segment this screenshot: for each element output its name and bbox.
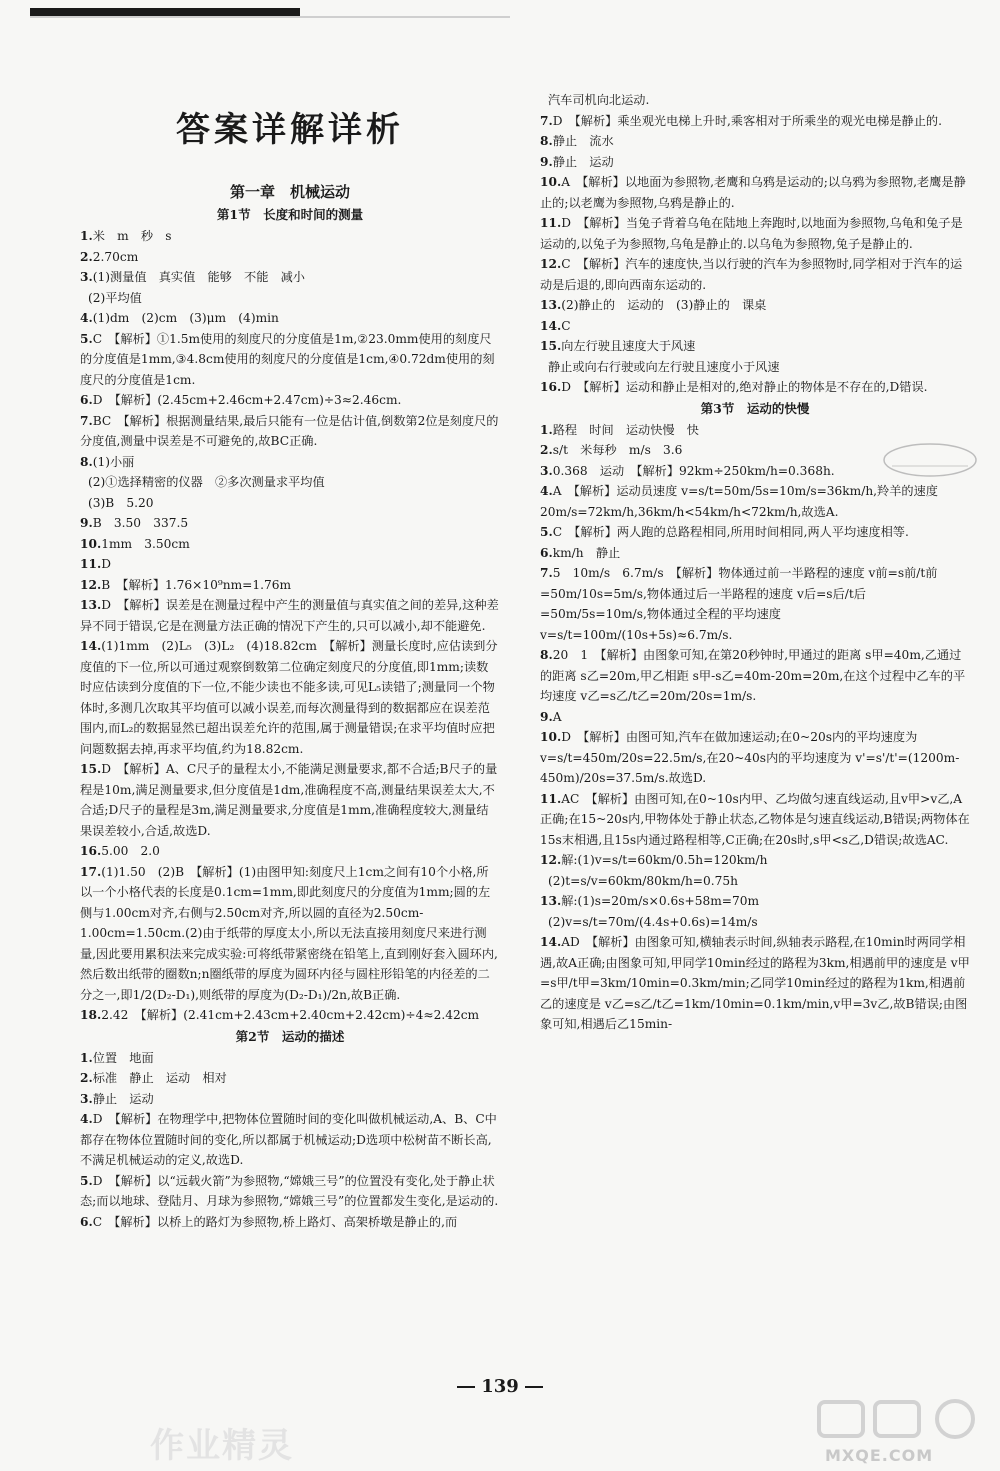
- answer-item: [540, 707, 970, 728]
- answer-number: 3.: [540, 463, 553, 478]
- answer-item: [80, 226, 500, 247]
- answer-item: [540, 357, 970, 378]
- answer-text: (1)小丽: [92, 454, 135, 469]
- chapter-heading: 第一章 机械运动: [229, 183, 350, 201]
- answer-number: 8.: [540, 134, 553, 148]
- answer-item: [80, 1089, 500, 1110]
- answer-text: C 【解析】两人跑的总路程相同,所用时间相同,两人平均速度相等.: [552, 525, 909, 539]
- answer-number: 12.: [540, 257, 562, 271]
- answer-number: 4.: [80, 311, 93, 325]
- answer-item: [80, 575, 500, 596]
- answer-list-section-2-cont: [540, 90, 970, 398]
- answer-text: (1)1mm (2)L₅ (3)L₂ (4)18.82cm 【解析】测量长度时,应估读到分度值的下一位,所以可通过观察倒数第二位确定刻度尺的分度值,即1mm;读数时应估读到分度值的下一位,不能少读也不能多读,可见L₅读错了;测量同一个物体时,多测几次取其平均值可以减小误差,而每次测量得到的数据都应在误差范围内,而L₂的数据显然已超出误差允许的范围,属于测量错误;在求平均值时应把问题数据去掉,再求平均值,约为18.82cm.: [80, 639, 498, 756]
- answer-text: 20 1 【解析】由图象可知,在第20秒钟时,甲通过的距离 s甲=40m,乙通过的距离 s乙=20m,甲乙相距 s甲-s乙=40m-20m=20m,在这个过程中乙车的平均速度 v乙=s乙/t乙=20m/20s=1m/s.: [540, 648, 966, 703]
- answer-list-section-2: [80, 1048, 500, 1233]
- answer-number: 12.: [80, 577, 102, 592]
- answer-text: 5 10m/s 6.7m/s 【解析】物体通过前一半路程的速度 v前=s前/t前=50m/10s=5m/s,物体通过后一半路程的速度 v后=s后/t后=50m/5s=10m/s,物体通过全程的平均速度 v=s/t=100m/(10s+5s)≈6.7m/s.: [540, 566, 938, 642]
- answer-number: 6.: [540, 545, 553, 560]
- answer-number: 18.: [80, 1008, 102, 1022]
- answer-item: [540, 336, 970, 357]
- answer-text: 2.70cm: [92, 249, 139, 264]
- answer-list-section-3: [540, 420, 970, 1035]
- answer-text: A 【解析】以地面为参照物,老鹰和乌鸦是运动的;以乌鸦为参照物,老鹰是静止的;以老鹰为参照物,乌鸦是静止的.: [540, 175, 966, 210]
- answer-number: 2.: [80, 1071, 93, 1085]
- answer-text: D 【解析】以“远载火箭”为参照物,“嫦娥三号”的位置没有变化,处于静止状态;而以地球、登陆月、月球为参照物,“嫦娥三号”的位置都发生变化,是运动的.: [80, 1173, 499, 1208]
- answer-item: [540, 172, 970, 213]
- answer-number: 5.: [80, 1173, 93, 1188]
- answer-item: [80, 493, 500, 514]
- page-title: 答案详解详析: [176, 110, 404, 150]
- answer-text: 汽车司机向北运动.: [548, 93, 650, 107]
- answer-item: [540, 912, 970, 933]
- answer-number: 16.: [80, 844, 102, 858]
- answer-item: [540, 522, 970, 543]
- answer-number: 10.: [540, 175, 562, 189]
- answer-text: C: [561, 318, 571, 333]
- answer-text: s/t 米每秒 m/s 3.6: [552, 443, 683, 457]
- answer-number: 14.: [80, 639, 102, 653]
- answer-item: [540, 420, 970, 441]
- answer-number: 7.: [540, 113, 553, 128]
- answer-item: [540, 131, 970, 152]
- answer-item: [540, 152, 970, 173]
- answer-number: 2.: [80, 249, 93, 264]
- answer-number: 1.: [80, 1050, 93, 1065]
- answer-text: (3)B 5.20: [88, 495, 154, 510]
- answer-text: 静止 运动: [92, 1091, 154, 1106]
- answer-item: [540, 213, 970, 254]
- answer-number: 3.: [80, 1091, 93, 1106]
- answer-text: B 【解析】1.76×10⁹nm=1.76m: [101, 577, 292, 592]
- answer-item: [540, 563, 970, 645]
- watermark-text: MXQE.COM: [825, 1446, 934, 1465]
- answer-number: 9.: [540, 709, 553, 724]
- answer-number: 10.: [80, 536, 102, 551]
- answer-item: [80, 329, 500, 391]
- answer-item: [80, 390, 500, 411]
- answer-number: 13.: [80, 598, 102, 612]
- answer-item: [540, 481, 970, 522]
- answer-item: [540, 111, 970, 132]
- answer-text: (2)平均值: [88, 290, 142, 305]
- answer-item: [540, 295, 970, 316]
- answer-text: D: [101, 557, 111, 571]
- answer-item: [540, 850, 970, 871]
- answer-text: 解:(1)v=s/t=60km/0.5h=120km/h: [561, 853, 768, 867]
- answer-text: 静止 运动: [552, 154, 614, 169]
- answer-number: 17.: [80, 864, 102, 879]
- answer-text: D 【解析】乘坐观光电梯上升时,乘客相对于所乘坐的观光电梯是静止的.: [552, 113, 942, 128]
- answer-item: [80, 1212, 500, 1233]
- stamp-mark: [880, 440, 980, 480]
- answer-item: [80, 534, 500, 555]
- answer-item: [540, 891, 970, 912]
- answer-item: [80, 267, 500, 288]
- answer-number: 13.: [540, 298, 562, 312]
- answer-text: B 3.50 337.5: [92, 516, 189, 530]
- answer-text: (2)v=s/t=70m/(4.4s+0.6s)=14m/s: [548, 914, 758, 929]
- top-rule: [30, 8, 300, 16]
- answer-text: km/h 静止: [552, 545, 621, 560]
- answer-number: 8.: [80, 454, 93, 469]
- answer-item: [80, 1005, 500, 1026]
- section-heading-1: 第1节 长度和时间的测量: [216, 207, 364, 222]
- answer-text: 静止 流水: [552, 134, 614, 148]
- answer-text: 向左行驶且速度大于风速: [561, 339, 696, 353]
- answer-item: [540, 871, 970, 892]
- answer-number: 14.: [540, 318, 562, 333]
- answer-number: 9.: [80, 516, 93, 530]
- answer-text: D 【解析】在物理学中,把物体位置随时间的变化叫做机械运动,A、B、C中都存在物体位置随时间的变化,所以都属于机械运动;D选项中松树苗不断长高,不满足机械运动的定义,故选D.: [80, 1112, 497, 1167]
- answer-number: 16.: [540, 380, 562, 394]
- answer-number: 8.: [540, 648, 553, 662]
- answer-item: [80, 841, 500, 862]
- answer-number: 15.: [80, 762, 102, 776]
- answer-text: 解:(1)s=20m/s×0.6s+58m=70m: [561, 894, 760, 908]
- left-column: [80, 176, 500, 1232]
- answer-number: 10.: [540, 730, 562, 744]
- answer-item: [80, 595, 500, 636]
- answer-number: 12.: [540, 853, 562, 867]
- answer-text: C 【解析】以桥上的路灯为参照物,桥上路灯、高架桥墩是静止的,而: [92, 1214, 458, 1229]
- answer-number: 6.: [80, 1214, 93, 1229]
- footer-logo-text: 作业精灵: [150, 1426, 294, 1466]
- answer-number: 7.: [540, 566, 553, 580]
- answer-item: [540, 377, 970, 398]
- section-heading-3: 第3节 运动的快慢: [700, 400, 810, 416]
- answer-text: 0.368 运动 【解析】92km÷250km/h=0.368h.: [552, 463, 835, 478]
- answer-number: 13.: [540, 894, 562, 908]
- answer-text: (2)①选择精密的仪器 ②多次测量求平均值: [88, 475, 325, 489]
- answer-number: 9.: [540, 154, 553, 169]
- answer-item: [540, 789, 970, 851]
- answer-item: [80, 759, 500, 841]
- answer-item: [80, 636, 500, 759]
- answer-item: [80, 1068, 500, 1089]
- answer-text: (1)测量值 真实值 能够 不能 减小: [92, 270, 305, 284]
- answer-text: AC 【解析】由图可知,在0~10s内甲、乙均做匀速直线运动,且v甲>v乙,A正确;在15~20s内,甲物体处于静止状态,乙物体是匀速直线运动,B错误;两物体在15s末相遇,且15s内通过路程相等,C正确;在20s时,s甲<s乙,D错误;故选AC.: [540, 791, 970, 847]
- answer-text: 5.00 2.0: [101, 844, 160, 858]
- answer-text: D 【解析】误差是在测量过程中产生的测量值与真实值之间的差异,这种差异不同于错误,它是在测量方法正确的情况下产生的,只可以减小,却不能避免.: [80, 598, 499, 633]
- answer-text: D 【解析】运动和静止是相对的,绝对静止的物体是不存在的,D错误.: [561, 380, 928, 394]
- answer-text: 标准 静止 运动 相对: [92, 1071, 227, 1085]
- answer-number: 4.: [540, 484, 553, 498]
- answer-text: C 【解析】①1.5m使用的刻度尺的分度值是1m,②23.0mm使用的刻度尺的分度值是1mm,③4.8cm使用的刻度尺的分度值是1cm,④0.72dm使用的刻度尺的分度值是1cm.: [80, 331, 495, 387]
- answer-number: 3.: [80, 270, 93, 284]
- answer-text: AD 【解析】由图象可知,横轴表示时间,纵轴表示路程,在10min时两同学相遇,故A正确;由图象可知,甲同学10min经过的路程为3km,相遇前甲的速度是 v甲=s甲/t甲=3km/10min=0.3km/min;乙同学10min经过的路程为1km,相遇前乙的速度是 v乙=s乙/t乙=1km/10min=0.1km/min,v甲=3v乙,故B错误;由图象可知,相遇后乙15min-: [540, 935, 970, 1031]
- right-column: [540, 90, 970, 1035]
- answer-text: (1)dm (2)cm (3)μm (4)min: [92, 311, 279, 325]
- answer-text: 2.42 【解析】(2.41cm+2.43cm+2.40cm+2.42cm)÷4≈2.42cm: [101, 1008, 480, 1022]
- answer-text: 位置 地面: [92, 1050, 154, 1065]
- answer-item: [80, 452, 500, 473]
- answer-text: 静止或向右行驶或向左行驶且速度小于风速: [548, 359, 780, 374]
- answer-number: 15.: [540, 339, 562, 353]
- answer-text: D 【解析】由图可知,汽车在做加速运动;在0~20s内的平均速度为 v=s/t=450m/20s=22.5m/s,在20~40s内的平均速度为 v'=s'/t'=(1200m-450m)/20s=37.5m/s.故选D.: [540, 730, 960, 785]
- section-heading-2: 第2节 运动的描述: [235, 1028, 345, 1044]
- answer-number: 11.: [80, 557, 102, 571]
- answer-item: [80, 288, 500, 309]
- answer-item: [540, 932, 970, 1035]
- answer-number: 11.: [540, 791, 562, 806]
- answer-text: D 【解析】当兔子背着乌龟在陆地上奔跑时,以地面为参照物,乌龟和兔子是运动的,以兔子为参照物,乌龟是静止的.以乌龟为参照物,兔子是静止的.: [540, 216, 963, 251]
- answer-item: [80, 862, 500, 1006]
- answer-item: [80, 472, 500, 493]
- answer-list-section-1: [80, 226, 500, 1026]
- answer-number: 5.: [540, 525, 553, 539]
- answer-text: A: [552, 709, 562, 724]
- answer-item: [540, 254, 970, 295]
- answer-text: (2)t=s/v=60km/80km/h=0.75h: [548, 873, 738, 888]
- answer-item: [540, 90, 970, 111]
- answer-text: (2)静止的 运动的 (3)静止的 课桌: [561, 298, 767, 312]
- answer-item: [80, 308, 500, 329]
- answer-text: A 【解析】运动员速度 v=s/t=50m/5s=10m/s=36km/h,羚羊的速度20m/s=72km/h,36km/h<54km/h<72km/h,故选A.: [540, 484, 938, 519]
- page-number: 139: [440, 1376, 560, 1397]
- answer-item: [80, 554, 500, 575]
- answer-text: C 【解析】汽车的速度快,当以行驶的汽车为参照物时,同学相对于汽车的运动是后退的,即向西南东运动的.: [540, 257, 963, 292]
- answer-text: (1)1.50 (2)B 【解析】(1)由图甲知:刻度尺上1cm之间有10个小格,所以一个小格代表的长度是0.1cm=1mm,即此刻度尺的分度值为1mm;圆的左侧与1.00cm对齐,右侧与2.50cm对齐,所以圆的直径为2.50cm-1.00cm=1.50cm.(2)由于纸带的厚度太小,所以无法直接用刻度尺来进行测量,因此要用累积法来完成实验:可将纸带紧密绕在铅笔上,直到刚好套入圆环内,然后数出纸带的圈数n;n圈纸带的厚度为圆环内径与圆柱形铅笔的内径差的二分之一,即1/2(D₂-D₁),则纸带的厚度为(D₂-D₁)/2n,故B正确.: [80, 864, 498, 1002]
- answer-text: BC 【解析】根据测量结果,最后只能有一位是估计值,倒数第2位是刻度尺的分度值,测量中误差是不可避免的,故BC正确.: [80, 413, 499, 448]
- answer-item: [540, 727, 970, 789]
- answer-item: [80, 1171, 500, 1212]
- answer-text: D 【解析】A、C尺子的量程太小,不能满足测量要求,都不合适;B尺子的量程是10m,满足测量要求,但分度值是1dm,准确程度不高,测量结果误差太大,不合适;D尺子的量程是3m,满足测量要求,分度值是1mm,准确程度较大,测量结果误差较小,合适,故选D.: [80, 762, 498, 838]
- answer-item: [80, 513, 500, 534]
- answer-item: [80, 1109, 500, 1171]
- answer-number: 11.: [540, 216, 562, 230]
- answer-number: 5.: [80, 331, 93, 346]
- answer-text: D 【解析】(2.45cm+2.46cm+2.47cm)÷3≈2.46cm.: [92, 393, 402, 407]
- answer-number: 2.: [540, 443, 553, 457]
- answer-text: 米 m 秒 s: [92, 229, 172, 243]
- answer-item: [540, 645, 970, 707]
- answer-number: 4.: [80, 1112, 93, 1126]
- answer-number: 6.: [80, 393, 93, 407]
- answer-number: 14.: [540, 935, 562, 949]
- answer-item: [540, 543, 970, 564]
- answer-item: [540, 316, 970, 337]
- answer-number: 1.: [80, 229, 93, 243]
- answer-item: [80, 411, 500, 452]
- answer-item: [80, 1048, 500, 1069]
- answer-number: 1.: [540, 422, 553, 437]
- answer-number: 7.: [80, 413, 93, 428]
- answer-text: 1mm 3.50cm: [101, 536, 190, 551]
- answer-item: [80, 247, 500, 268]
- top-rule-thin: [30, 16, 510, 18]
- answer-text: 路程 时间 运动快慢 快: [552, 422, 699, 437]
